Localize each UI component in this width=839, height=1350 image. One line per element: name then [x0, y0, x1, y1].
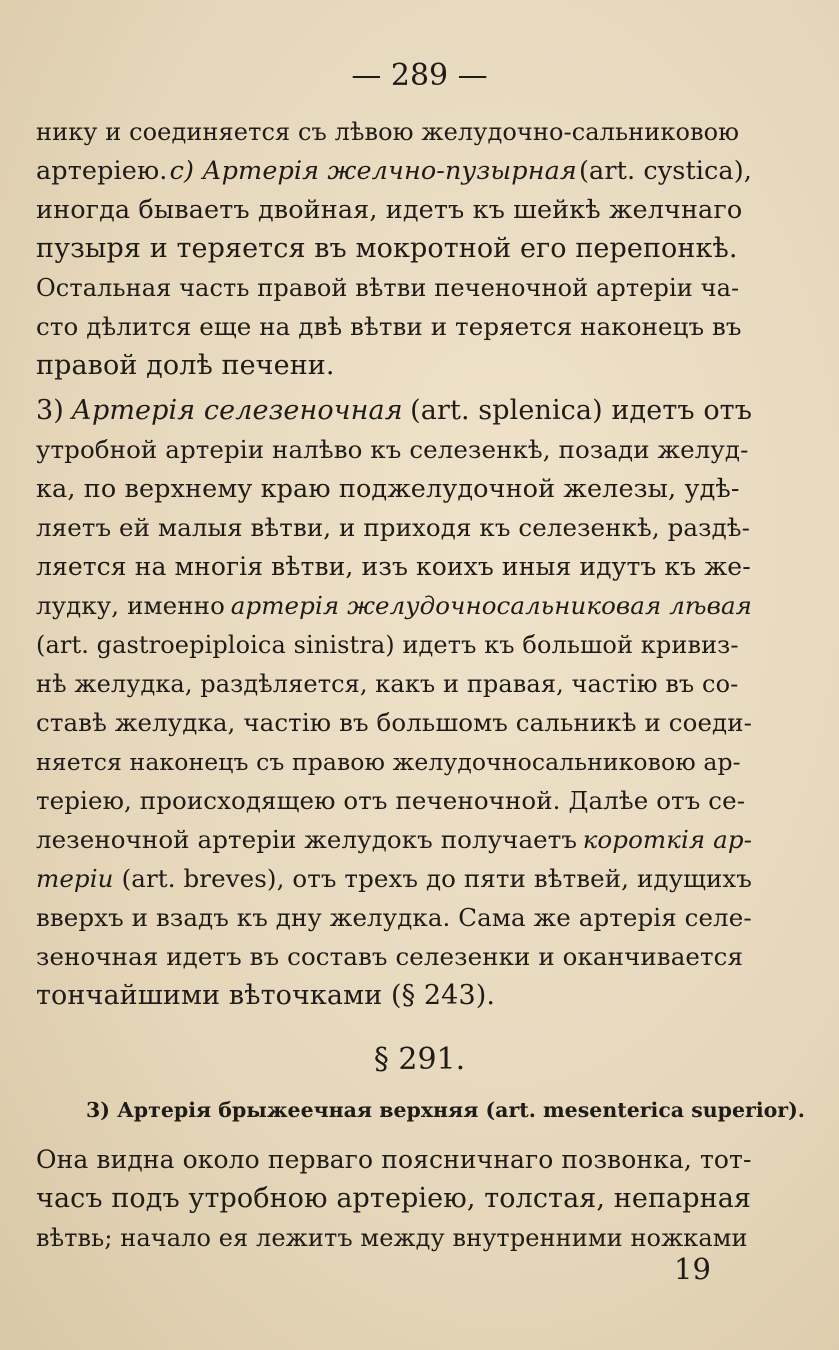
text-line-15: нѣ желудка, раздѣляется, какъ и правая, частію въ со- [36, 670, 739, 698]
text-line-8: 3) Артерія селезеночная (art. splenica) идетъ отъ [36, 395, 752, 426]
page-number: — 289 — [351, 58, 488, 93]
text-line-5: Остальная часть правой вѣтви печеночной артеріи ча- [36, 274, 740, 302]
section-heading: § 291. [373, 1042, 466, 1077]
text-line-9: утробной артеріи налѣво къ селезенкѣ, позади желуд- [36, 435, 749, 464]
text-line-6: сто дѣлится еще на двѣ вѣтви и теряется наконецъ въ [36, 312, 742, 341]
text-line-24: Она видна около перваго поясничнаго позвонка, тот- [36, 1145, 752, 1174]
signature-mark: 19 [674, 1252, 711, 1286]
text-line-16: ставѣ желудка, частію въ большомъ сальникѣ и соеди- [36, 708, 753, 737]
text-line-25: часъ подъ утробною артеріею, толстая, непарная [36, 1183, 752, 1214]
text-line-22: зеночная идетъ въ составъ селезенки и оканчивается [36, 942, 744, 971]
text-line-23: тончайшими вѣточками (§ 243). [36, 980, 496, 1011]
text-line-21: вверхъ и взадъ къ дну желудка. Сама же артерія селе- [36, 903, 752, 932]
text-line-1: нику и соединяется съ лѣвою желудочно-сальниковою [36, 118, 740, 146]
text-line-12: ляется на многія вѣтви, изъ коихъ иныя идутъ къ же- [36, 552, 751, 581]
text-line-11: ляетъ ей малыя вѣтви, и приходя къ селезенкѣ, раздѣ- [36, 513, 751, 542]
text-line-3: иногда бываетъ двойная, идетъ къ шейкѣ желчнаго [36, 195, 743, 225]
text-line-10: ка, по верхнему краю поджелудочной железы, удѣ- [36, 474, 740, 504]
text-line-14: (art. gastroepiploica sinistra) идетъ къ большой кривиз- [36, 631, 739, 659]
subheading: 3) Артерія брыжеечная верхняя (art. mesenterica superior). [86, 1098, 805, 1122]
text-line-4: пузыря и теряется въ мокротной его перепонкѣ. [36, 233, 738, 264]
text-line-26: вѣтвь; начало ея лежитъ между внутренними ножками [36, 1224, 748, 1252]
text-line-7: правой долѣ печени. [36, 350, 335, 381]
text-line-13: лудку, именно артерія желудочносальниковая лѣвая [36, 591, 752, 620]
text-line-2: артеріею. с) Артерія желчно-пузырная (art. cystica), [36, 156, 752, 186]
text-line-20: теріи (art. breves), отъ трехъ до пяти вѣтвей, идущихъ [36, 864, 752, 893]
text-line-19: лезеночной артеріи желудокъ получаетъ короткія ар- [36, 825, 752, 854]
text-line-17: няется наконецъ съ правою желудочносальниковою ар- [36, 748, 741, 776]
text-line-18: теріею, происходящею отъ печеночной. Далѣе отъ се- [36, 786, 746, 815]
